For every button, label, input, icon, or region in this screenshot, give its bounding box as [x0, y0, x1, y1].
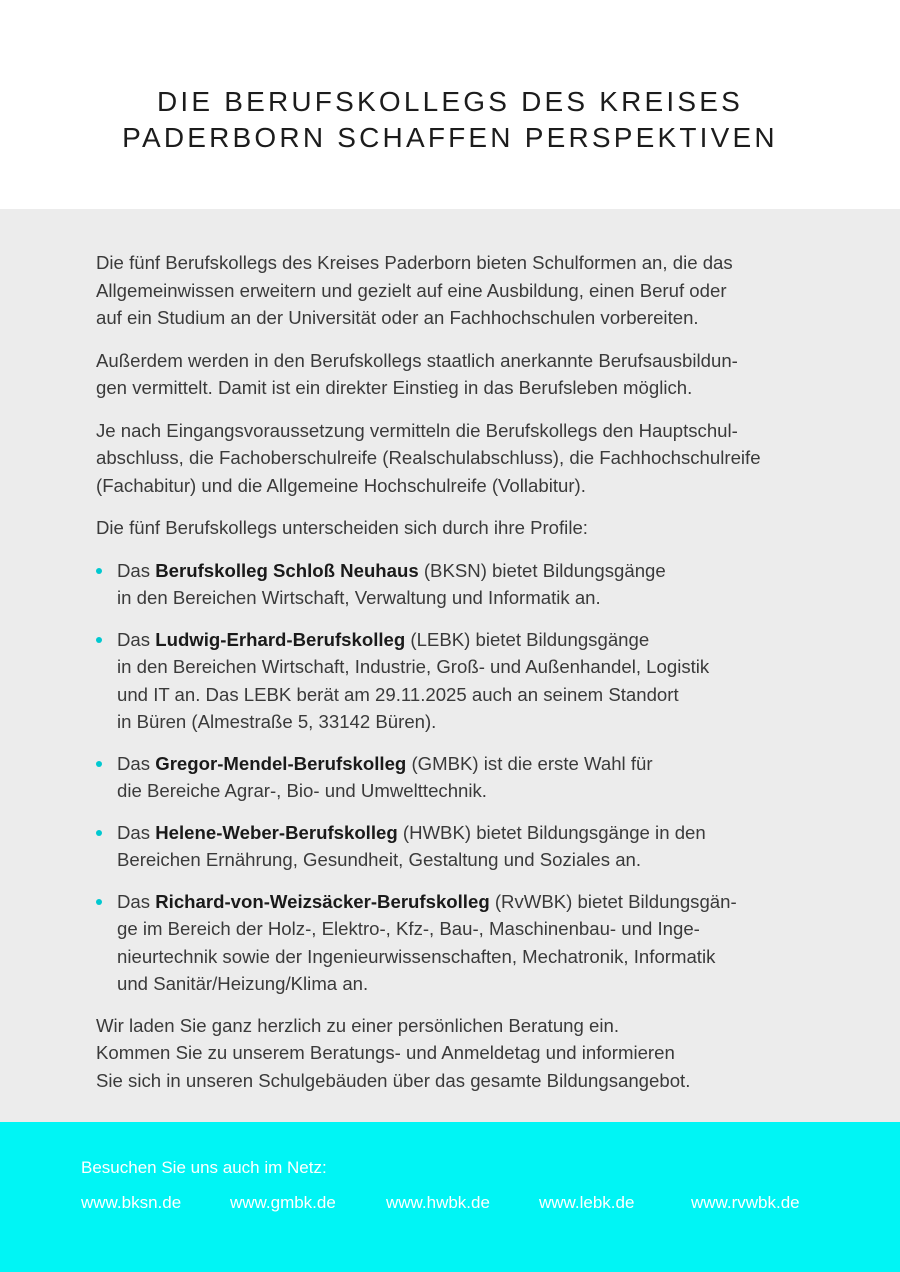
text-line: die Bereiche Agrar-, Bio- und Umwelttechnik. [117, 780, 487, 801]
bullet-icon [96, 899, 102, 905]
list-item [96, 750, 816, 805]
list-item [96, 888, 816, 998]
text-line: Wir laden Sie ganz herzlich zu einer persönlichen Beratung ein. [96, 1014, 619, 1036]
title-line-2: PADERBORN SCHAFFEN PERSPEKTIVEN [122, 122, 778, 153]
school-name: Ludwig-Erhard-Berufskolleg [155, 628, 406, 650]
text-line: (Fachabitur) und die Allgemeine Hochschulreife (Vollabitur). [96, 474, 586, 496]
bullet-icon [96, 568, 102, 574]
list-item [96, 819, 816, 874]
text-line: Bereichen Ernährung, Gesundheit, Gestaltung und Soziales an. [117, 849, 642, 870]
title-line-1: DIE BERUFSKOLLEGS DES KREISES [156, 86, 744, 117]
main-content-area [0, 209, 900, 1122]
school-name: Gregor-Mendel-Berufskolleg [155, 752, 407, 774]
closing-paragraph [96, 1012, 816, 1095]
school-name: Berufskolleg Schloß Neuhaus [155, 559, 419, 581]
intro-paragraph-2 [96, 347, 816, 402]
bullet-icon [96, 830, 102, 836]
list-item [96, 557, 816, 612]
text-line: nieurtechnik sowie der Ingenieurwissenschaften, Mechatronik, Informatik [117, 945, 716, 967]
bullet-icon [96, 761, 102, 767]
link-lebk[interactable]: www.lebk.de [539, 1193, 635, 1212]
text-line: Allgemeinwissen erweitern und gezielt auf eine Ausbildung, einen Beruf oder [96, 279, 727, 301]
footer-label: Besuchen Sie uns auch im Netz: [81, 1158, 327, 1177]
page-title [0, 84, 900, 156]
website-links [0, 1193, 900, 1223]
link-rvwbk[interactable]: www.rvwbk.de [691, 1193, 800, 1212]
text-line: abschluss, die Fachoberschulreife (Realschulabschluss), die Fachhochschulreife [96, 447, 761, 468]
text-line: in den Bereichen Wirtschaft, Industrie, Groß- und Außenhandel, Logistik [117, 656, 710, 677]
text-line: und IT an. Das LEBK berät am 29.11.2025 auch an seinem Standort [117, 683, 679, 705]
body-text [96, 249, 816, 1109]
intro-paragraph-1 [96, 249, 816, 332]
link-bksn[interactable]: www.bksn.de [81, 1193, 182, 1212]
text-line: Das Gregor-Mendel-Berufskolleg (GMBK) ist die erste Wahl für [117, 752, 653, 774]
text-line: Das Ludwig-Erhard-Berufskolleg (LEBK) bietet Bildungsgänge [117, 628, 650, 650]
text-line: in den Bereichen Wirtschaft, Verwaltung und Informatik an. [117, 587, 601, 608]
text-line: Die fünf Berufskollegs des Kreises Paderborn bieten Schulformen an, die das [96, 252, 733, 273]
text-line: Das Richard-von-Weizsäcker-Berufskolleg (RvWBK) bietet Bildungsgän- [117, 890, 737, 912]
text-line: Die fünf Berufskollegs unterscheiden sich durch ihre Profile: [96, 517, 588, 538]
footer-banner [0, 1122, 900, 1272]
text-line: ge im Bereich der Holz-, Elektro-, Kfz-, Bau-, Maschinenbau- und Inge- [117, 918, 700, 939]
profiles-list [96, 557, 816, 998]
text-line: Das Helene-Weber-Berufskolleg (HWBK) bietet Bildungsgänge in den [117, 821, 706, 843]
text-line: Kommen Sie zu unserem Beratungs- und Anmeldetag und informieren [96, 1042, 675, 1063]
text-line: und Sanitär/Heizung/Klima an. [117, 973, 369, 994]
text-line: Außerdem werden in den Berufskollegs staatlich anerkannte Berufsausbildun- [96, 349, 738, 371]
school-name: Richard-von-Weizsäcker-Berufskolleg [155, 890, 490, 912]
profiles-intro [96, 514, 816, 542]
text-line: Je nach Eingangsvoraussetzung vermitteln die Berufskollegs den Hauptschul- [96, 419, 738, 441]
link-gmbk[interactable]: www.gmbk.de [230, 1193, 336, 1212]
list-item [96, 626, 816, 736]
page-header [0, 0, 900, 209]
school-name: Helene-Weber-Berufskolleg [155, 821, 398, 843]
text-line: in Büren (Almestraße 5, 33142 Büren). [117, 711, 437, 732]
text-line: Sie sich in unseren Schulgebäuden über das gesamte Bildungsangebot. [96, 1069, 691, 1091]
text-line: Das Berufskolleg Schloß Neuhaus (BKSN) bietet Bildungsgänge [117, 559, 666, 581]
link-hwbk[interactable]: www.hwbk.de [386, 1193, 490, 1212]
text-line: gen vermittelt. Damit ist ein direkter Einstieg in das Berufsleben möglich. [96, 377, 693, 398]
text-line: auf ein Studium an der Universität oder an Fachhochschulen vorbereiten. [96, 307, 699, 328]
bullet-icon [96, 637, 102, 643]
intro-paragraph-3 [96, 417, 816, 500]
